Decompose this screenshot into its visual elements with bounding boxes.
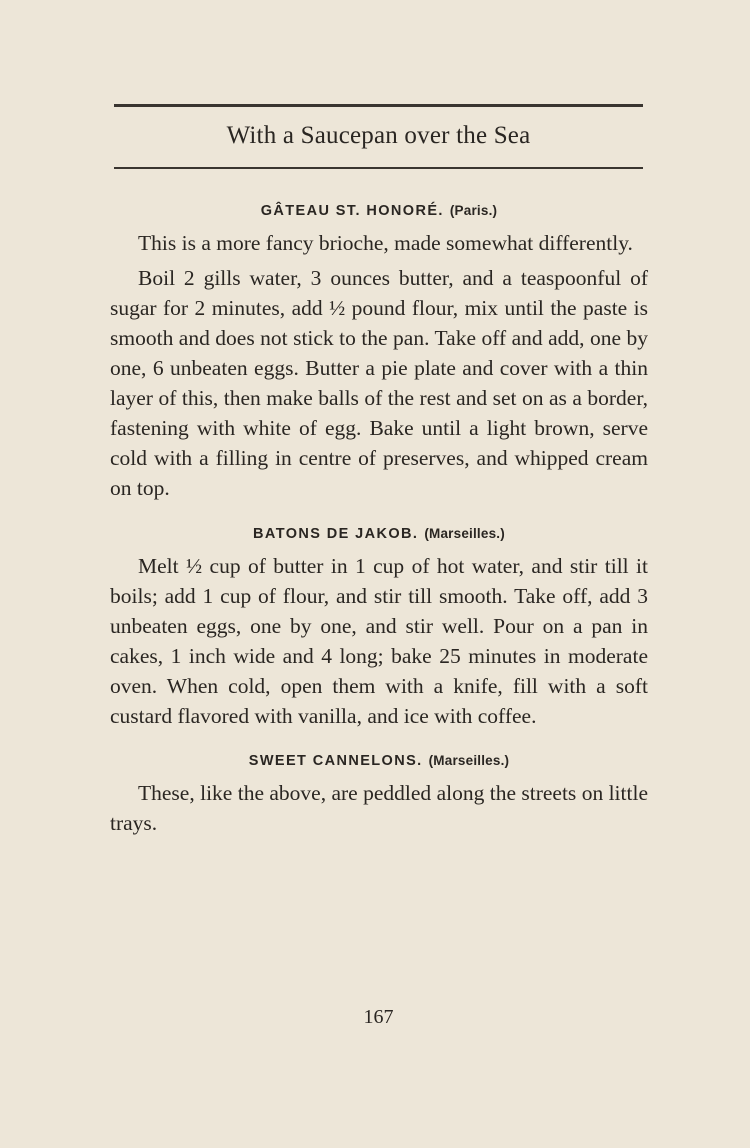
recipe-title: BATONS DE JAKOB. [253, 526, 419, 542]
running-title: With a Saucepan over the Sea [226, 122, 531, 149]
recipe-paragraph: These, like the above, are peddled along the streets on little trays. [110, 781, 648, 835]
recipe-heading-gateau [110, 203, 648, 219]
recipe-paragraph: Melt ½ cup of butter in 1 cup of hot water, and stir till it boils; add 1 cup of flour, and stir till smooth. Take off, add 3 unbeaten eggs, one by one, and stir well. Pour on a pan in cakes, 1 inch wide and 4 long; bake 25 minutes in moderate oven. When cold, open them with a knife, fill with a soft custard flavored with vanilla, and ice with coffee. [110, 554, 648, 728]
recipe-paragraph: This is a more fancy brioche, made somewhat differently. [138, 231, 633, 255]
recipe-origin: (Marseilles.) [424, 526, 505, 541]
recipe-origin: (Paris.) [449, 203, 498, 218]
recipe-origin: (Marseilles.) [428, 753, 510, 768]
recipe-title: SWEET CANNELONS. [248, 753, 423, 769]
recipe-title: GÂTEAU ST. HONORÉ. [260, 203, 444, 219]
recipe-heading-batons [110, 526, 648, 542]
header-rule-bottom [114, 167, 643, 169]
recipe-heading-cannelons [110, 753, 648, 769]
page-number: 167 [363, 1006, 394, 1028]
header-rule-top [114, 104, 643, 107]
page-body [110, 200, 648, 838]
recipe-paragraph: Boil 2 gills water, 3 ounces butter, and a teaspoonful of sugar for 2 minutes, add ½ pound flour, mix until the paste is smooth and does not stick to the pan. Take off and add, one by one, 6 unbeaten eggs. Butter a pie plate and cover with a thin layer of this, then make balls of the rest and set on as a border, fastening with white of egg. Bake until a light brown, serve cold with a filling in centre of preserves, and whipped cream on top. [110, 266, 648, 500]
